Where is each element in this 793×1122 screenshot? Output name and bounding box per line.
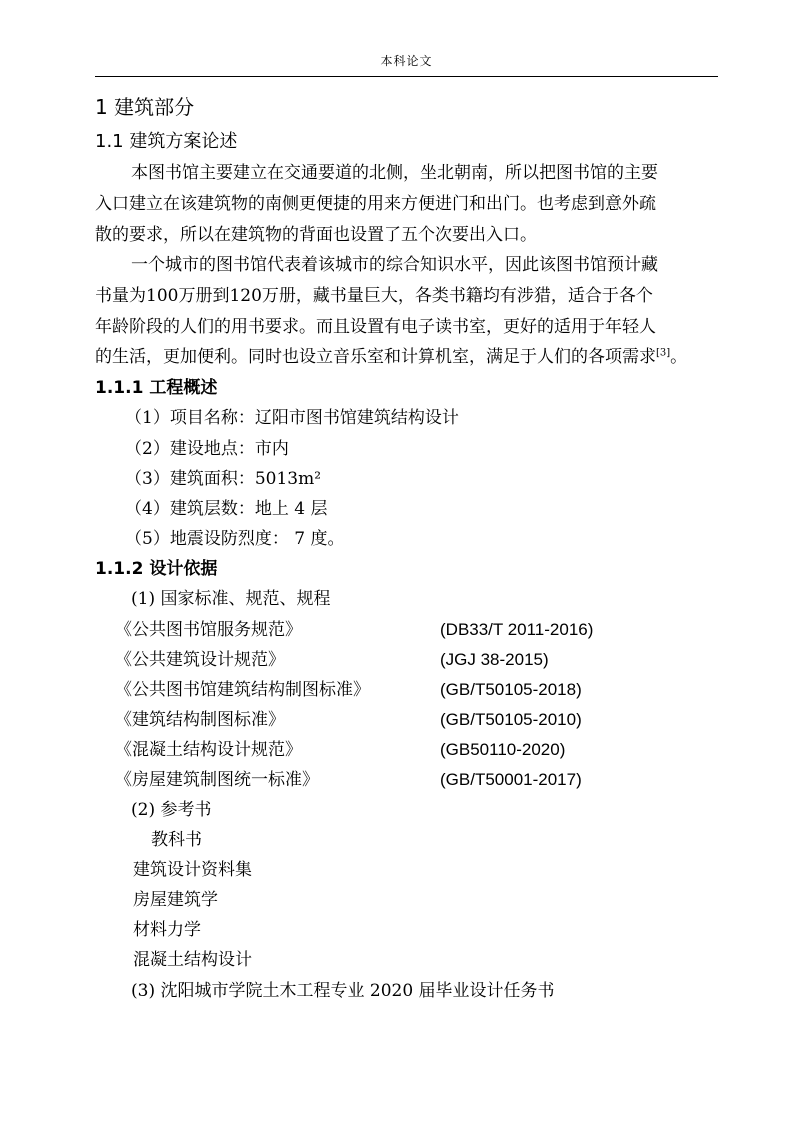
standard-name-5: 《混凝土结构设计规范》: [115, 740, 302, 760]
standard-name-1: 《公共图书馆服务规范》: [115, 620, 302, 640]
subheading-standards: (1) 国家标准、规范、规程: [131, 589, 331, 609]
page-header: 本科论文: [380, 54, 433, 68]
book-item-1: 教科书: [151, 830, 202, 850]
book-item-3: 房屋建筑学: [133, 890, 218, 910]
standard-code-6: (GB/T50001-2017): [440, 770, 582, 789]
standard-code-4: (GB/T50105-2010): [440, 710, 582, 729]
paragraph-2-line-4-text: 的生活，更加便利。同时也设立音乐室和计算机室，满足于人们的各项需求: [95, 347, 656, 367]
book-item-5: 混凝土结构设计: [133, 950, 252, 970]
subheading-task-book: (3) 沈阳城市学院土木工程专业 2020 届毕业设计任务书: [131, 981, 555, 1001]
subheading-reference-books: (2) 参考书: [131, 800, 212, 820]
standard-name-6: 《房屋建筑制图统一标准》: [115, 770, 319, 790]
paragraph-2-line-1: 一个城市的图书馆代表着该城市的综合知识水平，因此该图书馆预计藏: [131, 255, 658, 275]
project-item-5: （5）地震设防烈度： 7 度。: [125, 529, 345, 549]
book-item-2: 建筑设计资料集: [133, 860, 252, 880]
standard-name-3: 《公共图书馆建筑结构制图标准》: [115, 680, 370, 700]
section-heading-1: 1 建筑部分: [95, 95, 195, 119]
standard-code-3: (GB/T50105-2018): [440, 680, 582, 699]
section-heading-1-1: 1.1 建筑方案论述: [95, 131, 238, 152]
standard-name-2: 《公共建筑设计规范》: [115, 650, 285, 670]
standard-code-1: (DB33/T 2011-2016): [440, 620, 594, 639]
citation-ref[interactable]: [3]: [656, 347, 671, 359]
paragraph-1-line-2: 入口建立在该建筑物的南侧更便捷的用来方便进门和出门。也考虑到意外疏: [95, 194, 656, 214]
standard-name-4: 《建筑结构制图标准》: [115, 710, 285, 730]
paragraph-2-line-2: 书量为100万册到120万册，藏书量巨大，各类书籍均有涉猎，适合于各个: [95, 286, 653, 306]
paragraph-2-line-3: 年龄阶段的人们的用书要求。而且设置有电子读书室，更好的适用于年轻人: [95, 317, 656, 337]
header-rule: [95, 76, 718, 77]
section-heading-1-1-2: 1.1.2 设计依据: [95, 559, 218, 579]
section-heading-1-1-1: 1.1.1 工程概述: [95, 378, 218, 398]
book-item-4: 材料力学: [133, 920, 201, 940]
paragraph-1-line-3: 散的要求，所以在建筑物的背面也设置了五个次要出入口。: [95, 225, 537, 245]
project-item-1: （1）项目名称：辽阳市图书馆建筑结构设计: [125, 408, 459, 428]
project-item-2: （2）建设地点：市内: [125, 439, 289, 459]
project-item-3: （3）建筑面积：5013m²: [125, 469, 322, 489]
project-item-4: （4）建筑层数：地上 4 层: [125, 499, 328, 519]
paragraph-1-line-1: 本图书馆主要建立在交通要道的北侧，坐北朝南，所以把图书馆的主要: [131, 163, 658, 183]
paragraph-2-line-4: [95, 345, 687, 369]
standard-code-5: (GB50110-2020): [440, 740, 566, 759]
standard-code-2: (JGJ 38-2015): [440, 650, 549, 669]
paragraph-2-end-mark: 。: [670, 347, 688, 367]
